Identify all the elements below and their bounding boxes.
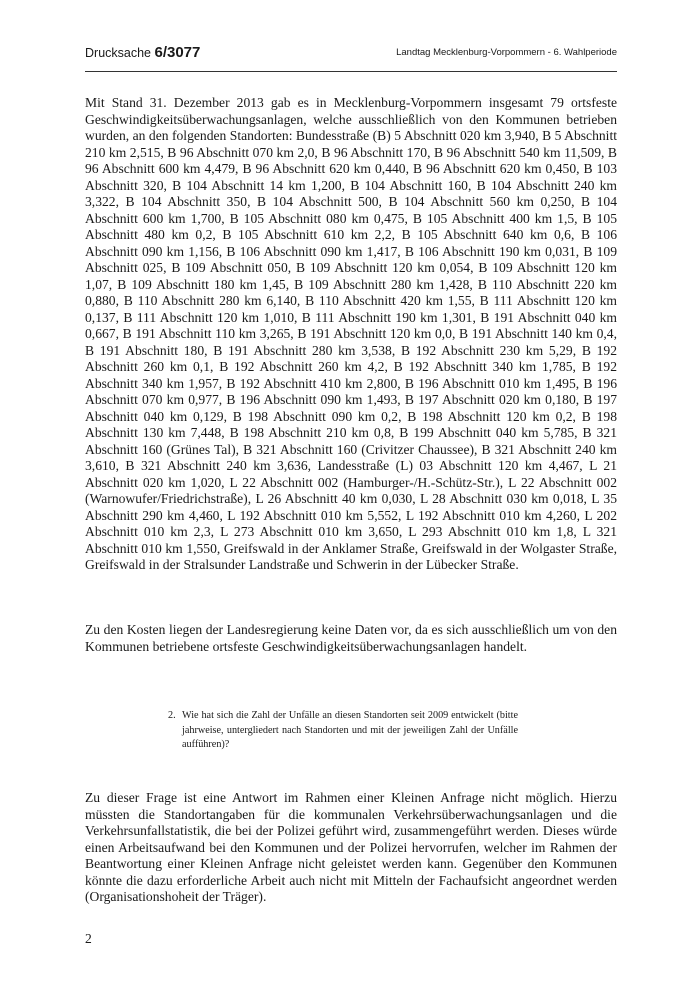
document-number: 6/3077 <box>154 44 201 61</box>
page-number: 2 <box>85 931 92 946</box>
question-text: Wie hat sich die Zahl der Unfälle an diesen Standorten seit 2009 entwickelt (bitte jahrweise, untergliedert nach Standorten und mit der jeweiligen Zahl der Unfälle aufführen)? <box>182 710 518 750</box>
page-header <box>85 44 617 66</box>
question-block <box>168 709 518 753</box>
institution-label: Landtag Mecklenburg-Vorpommern - 6. Wahlperiode <box>396 47 617 58</box>
document-id <box>85 44 200 61</box>
answer-paragraph-costs: Zu den Kosten liegen der Landesregierung keine Daten vor, da es sich ausschließlich um von den Kommunen betriebene ortsfeste Geschwindigkeitsüberwachungsanlagen handelt. <box>85 622 617 654</box>
question-number: 2. <box>168 710 176 721</box>
header-divider <box>85 71 617 72</box>
answer-paragraph-locations: Mit Stand 31. Dezember 2013 gab es in Mecklenburg-Vorpommern insgesamt 79 ortsfeste Geschwindigkeitsüberwachungsanlagen, welche ausschließlich von den Kommunen betrieben wurden, an den folgenden Standorten: Bundesstraße (B) 5 Abschnitt 020 km 3,940, B 5 Abschnitt 210 km 2,515, B 96 Abschnitt 070 km 2,0, B 96 Abschnitt 170, B 96 Abschnitt 540 km 11,509, B 96 Abschnitt 600 km 4,479, B 96 Abschnitt 620 km 0,440, B 96 Abschnitt 620 km 0,450, B 103 Abschnitt 320, B 104 Abschnitt 14 km 1,200, B 104 Abschnitt 160, B 104 Abschnitt 240 km 3,322, B 104 Abschnitt 350, B 104 Abschnitt 500, B 104 Abschnitt 560 km 0,250, B 104 Abschnitt 600 km 1,700, B 105 Abschnitt 080 km 0,475, B 105 Abschnitt 400 km 1,5, B 105 Abschnitt 480 km 0,2, B 105 Abschnitt 610 km 2,2, B 105 Abschnitt 640 km 0,6, B 106 Abschnitt 090 km 1,156, B 106 Abschnitt 090 km 1,417, B 106 Abschnitt 190 km 0,031, B 109 Abschnitt 025, B 109 Abschnitt 050, B 109 Abschnitt 120 km 0,054, B 109 Abschnitt 120 km 1,07, B 109 Abschnitt 180 km 1,45, B 109 Abschnitt 280 km 1,428, B 110 Abschnitt 220 km 0,880, B 110 Abschnitt 280 km 6,140, B 110 Abschnitt 420 km 1,55, B 111 Abschnitt 120 km 0,137, B 111 Abschnitt 120 km 1,010, B 111 Abschnitt 190 km 1,301, B 191 Abschnitt 040 km 0,667, B 191 Abschnitt 110 km 3,265, B 191 Abschnitt 120 km 0,0, B 191 Abschnitt 140 km 0,4, B 191 Abschnitt 180, B 191 Abschnitt 280 km 3,538, B 192 Abschnitt 230 km 5,29, B 192 Abschnitt 260 km 0,1, B 192 Abschnitt 260 km 4,2, B 192 Abschnitt 340 km 1,785, B 192 Abschnitt 340 km 1,957, B 192 Abschnitt 410 km 2,800, B 196 Abschnitt 010 km 1,495, B 196 Abschnitt 070 km 0,977, B 196 Abschnitt 090 km 1,493, B 197 Abschnitt 020 km 0,180, B 197 Abschnitt 040 km 0,129, B 198 Abschnitt 090 km 0,2, B 198 Abschnitt 120 km 0,2, B 198 Abschnitt 130 km 7,448, B 198 Abschnitt 210 km 0,8, B 199 Abschnitt 040 km 5,785, B 321 Abschnitt 160 (Grünes Tal), B 321 Abschnitt 160 (Crivitzer Chaussee), B 321 Abschnitt 240 km 3,610, B 321 Abschnitt 240 km 3,636, Landesstraße (L) 03 Abschnitt 120 km 4,467, L 21 Abschnitt 020 km 1,020, L 22 Abschnitt 002 (Hamburger-/H.-Schütz-Str.), L 22 Abschnitt 002 (Warnowufer/Friedrichstraße), L 26 Abschnitt 40 km 0,030, L 28 Abschnitt 030 km 0,018, L 35 Abschnitt 290 km 4,460, L 192 Abschnitt 010 km 5,552, L 192 Abschnitt 010 km 4,260, L 202 Abschnitt 010 km 2,3, L 273 Abschnitt 010 km 3,650, L 293 Abschnitt 010 km 1,8, L 321 Abschnitt 010 km 1,550, Greifswald in der Anklamer Straße, Greifswald in der Wolgaster Straße, Greifswald in der Stralsunder Landstraße und Schwerin in der Lübecker Straße. <box>85 95 617 572</box>
document-label: Drucksache <box>85 46 155 60</box>
answer-paragraph-accidents: Zu dieser Frage ist eine Antwort im Rahmen einer Kleinen Anfrage nicht möglich. Hierzu müssten die Standortangaben für die kommunalen Verkehrsüberwachungsanlagen und die Verkehrsunfallstatistik, die bei der Polizei geführt wird, zusammengeführt werden. Dieses würde einen Arbeitsaufwand bei den Kommunen und der Polizei hervorrufen, welcher im Rahmen der Beantwortung einer Kleinen Anfrage nicht geleistet werden kann. Gegenüber den Kommunen könnte die dazu erforderliche Arbeit auch nicht mit Mitteln der Fachaufsicht angeordnet werden (Organisationshoheit der Träger). <box>85 790 617 904</box>
